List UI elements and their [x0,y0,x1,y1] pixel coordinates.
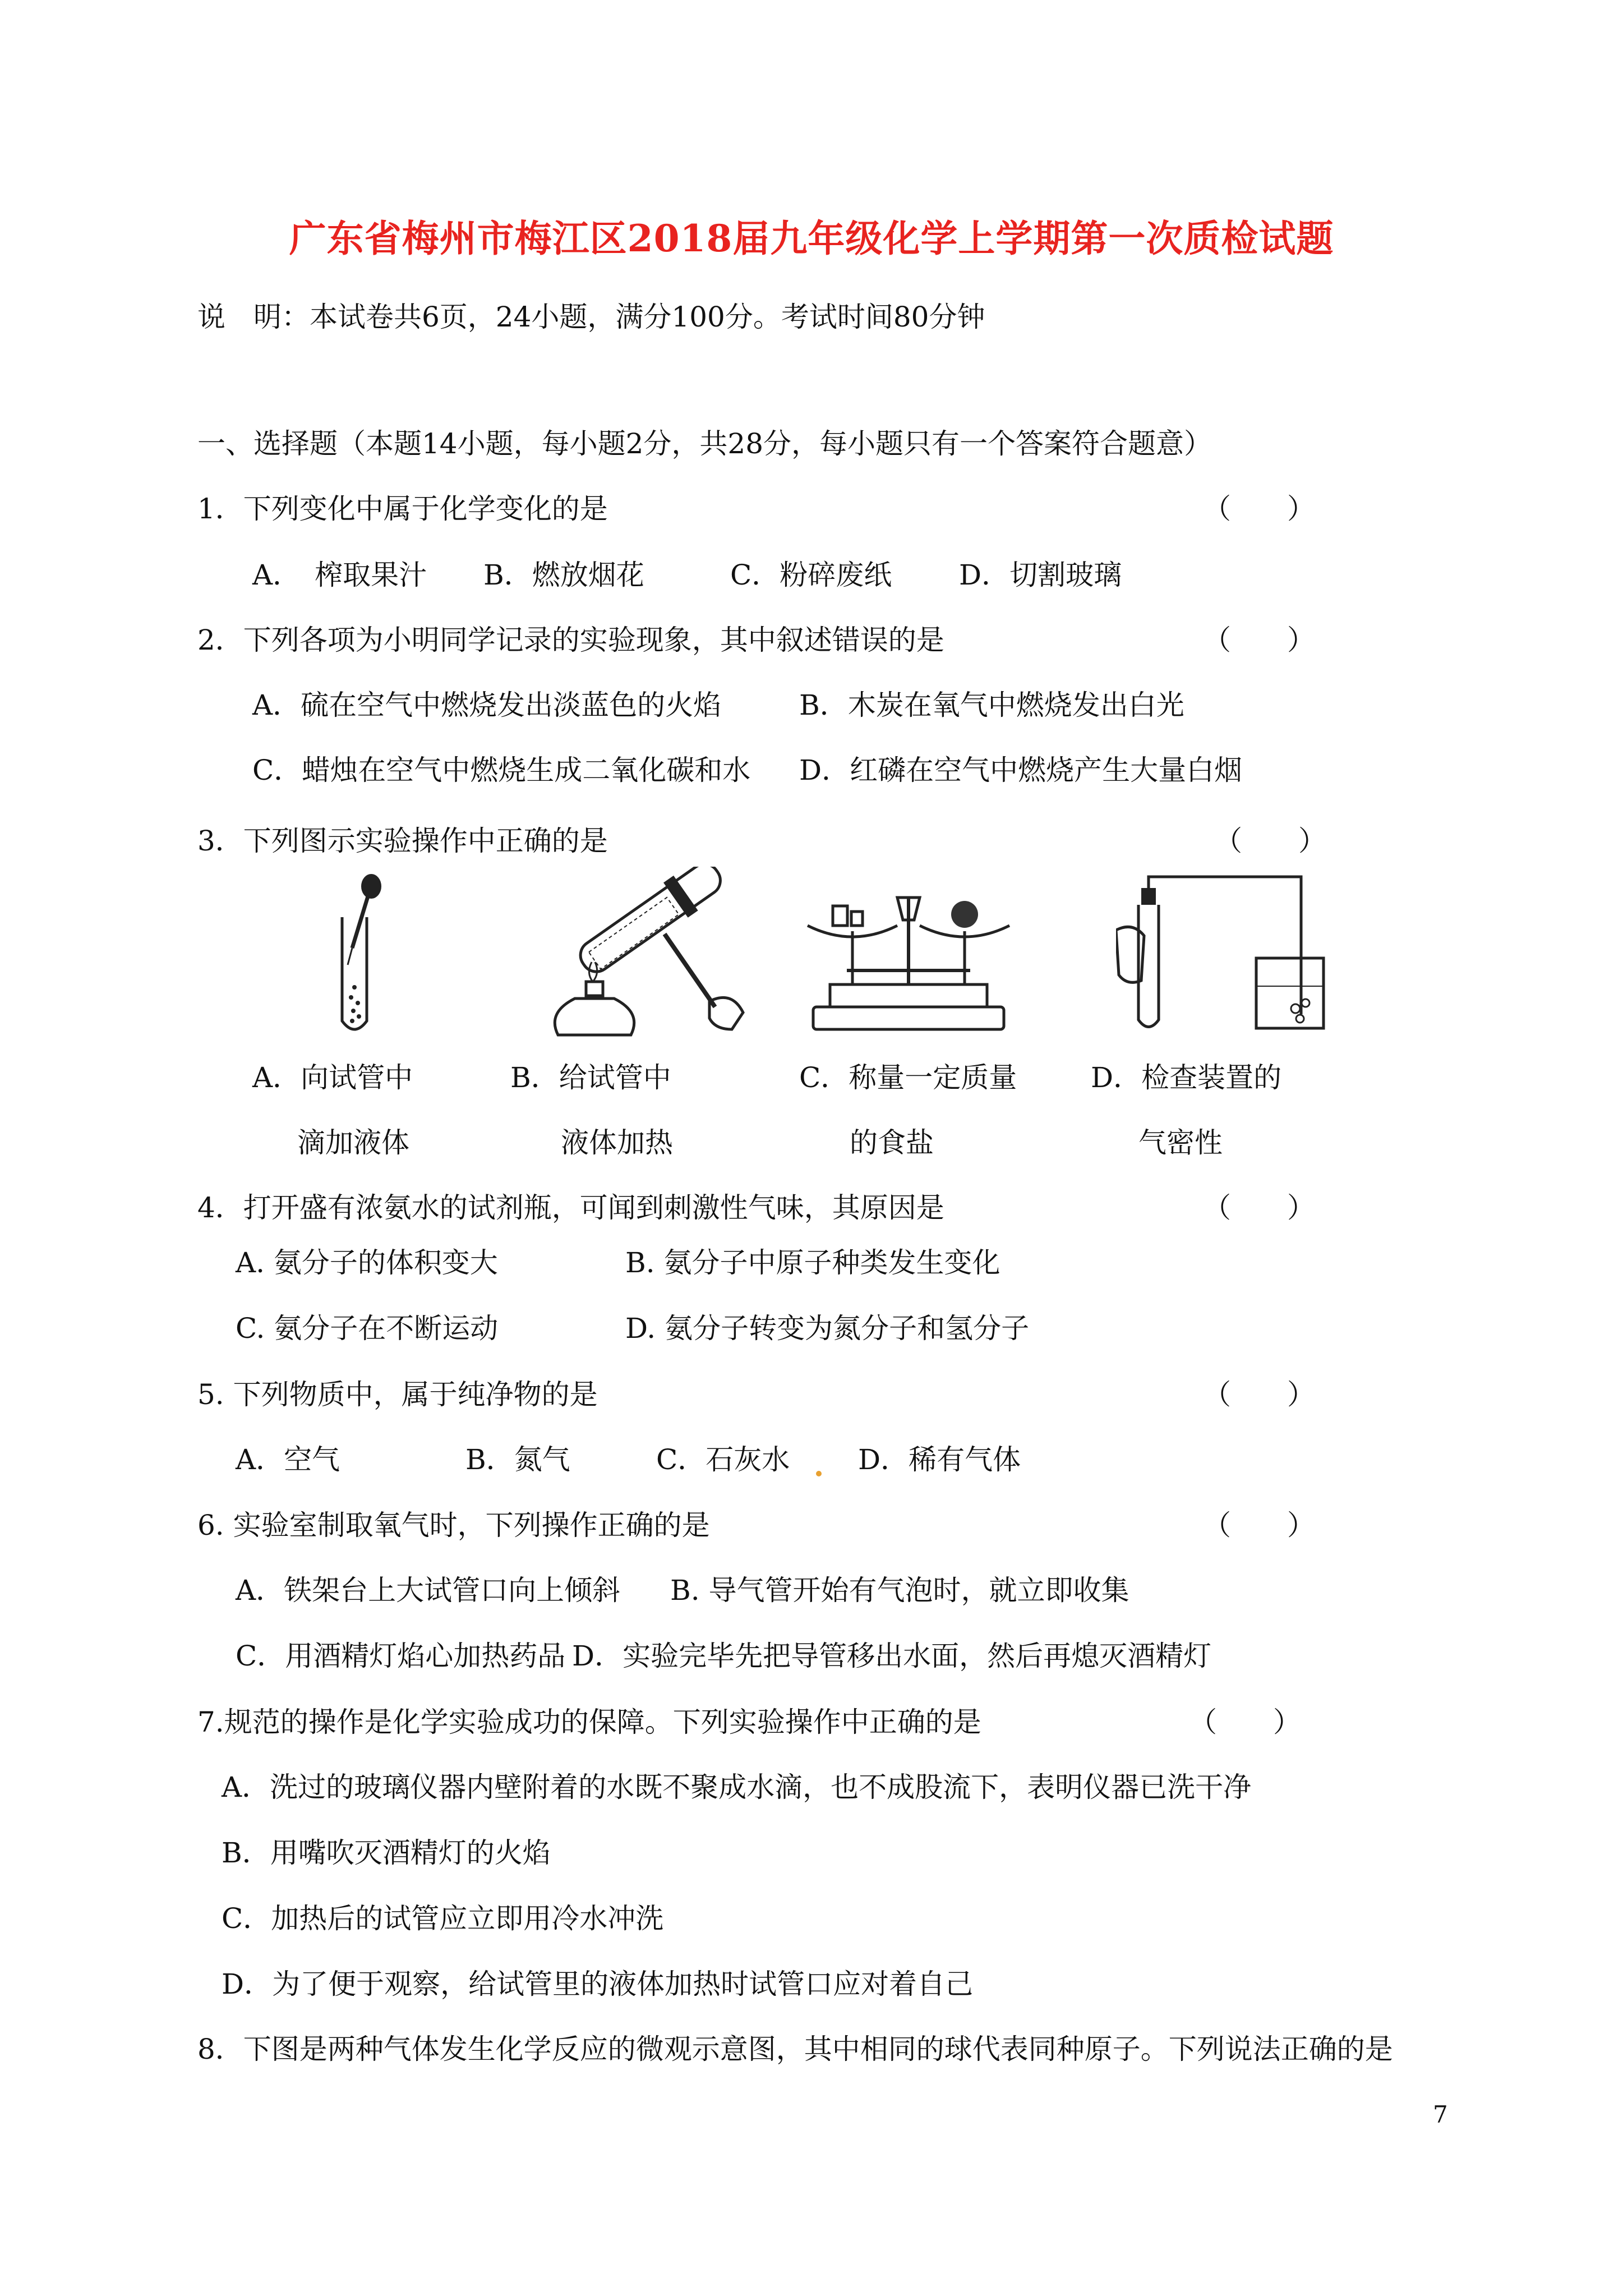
heating-test-tube-figure [547,867,754,1046]
question-5-option-c: C．石灰水 [656,1443,790,1476]
question-5-stem: 5. 下列物质中，属于纯净物的是 [197,1378,598,1411]
question-7-option-a: A．洗过的玻璃仪器内壁附着的水既不聚成水滴，也不成股流下，表明仪器已洗干净 [222,1771,1252,1803]
question-4-option-b: B. 氨分子中原子种类发生变化 [625,1246,1000,1279]
question-2-option-c: C．蜡烛在空气中燃烧生成二氧化碳和水 [252,754,751,786]
question-8-stem: 8．下图是两种气体发生化学反应的微观示意图，其中相同的球代表同种原子。下列说法正确的是 [197,2033,1393,2065]
question-3-caption-a-line1: A．向试管中 [252,1061,413,1094]
question-1-option-a: A． 榨取果汁 [252,559,427,591]
page-number: 7 [1433,2101,1448,2128]
question-4-stem: 4．打开盛有浓氨水的试剂瓶，可闻到刺激性气味，其原因是 [197,1191,944,1224]
question-1-option-d: D．切割玻璃 [959,559,1122,591]
question-2-option-d: D．红磷在空气中燃烧产生大量白烟 [799,754,1243,786]
question-4-answer-blank: （ ） [1203,1191,1315,1224]
airtightness-check-figure [1116,868,1329,1037]
question-7-answer-blank: （ ） [1189,1706,1301,1738]
question-6-option-d: D．实验完毕先把导管移出水面，然后再熄灭酒精灯 [572,1640,1212,1672]
question-3-caption-b-line1: B．给试管中 [510,1061,671,1094]
section-heading: 一、选择题（本题14小题，每小题2分，共28分，每小题只有一个答案符合题意） [197,427,1212,460]
question-3-caption-a-line2: 滴加液体 [297,1126,409,1159]
question-1-option-b: B．燃放烟花 [483,559,644,591]
question-4-option-c: C. 氨分子在不断运动 [236,1312,499,1345]
question-3-stem: 3．下列图示实验操作中正确的是 [197,825,608,857]
question-2-stem: 2．下列各项为小明同学记录的实验现象，其中叙述错误的是 [197,624,944,656]
question-7-stem: 7.规范的操作是化学实验成功的保障。下列实验操作中正确的是 [197,1706,981,1738]
question-7-option-d: D．为了便于观察，给试管里的液体加热时试管口应对着自己 [222,1968,974,2000]
question-1-option-c: C．粉碎废纸 [730,559,892,591]
question-4-option-d: D. 氨分子转变为氮分子和氢分子 [625,1312,1030,1345]
question-6-answer-blank: （ ） [1203,1509,1315,1542]
question-5-option-d: D．稀有气体 [858,1443,1021,1476]
question-3-caption-c-line2: 的食盐 [850,1126,934,1159]
stray-dot [816,1471,822,1476]
question-2-answer-blank: （ ） [1203,624,1315,656]
question-7-option-c: C．加热后的试管应立即用冷水冲洗 [222,1902,664,1935]
question-3-answer-blank: （ ） [1214,825,1326,857]
exam-title: 广东省梅州市梅江区2018届九年级化学上学期第一次质检试题 [289,217,1334,260]
question-6-stem: 6. 实验室制取氧气时，下列操作正确的是 [197,1509,710,1542]
question-1-stem: 1．下列变化中属于化学变化的是 [197,493,608,525]
question-5-answer-blank: （ ） [1203,1378,1315,1411]
question-3-caption-d-line1: D．检查装置的 [1091,1061,1282,1094]
question-5-option-b: B．氮气 [465,1443,570,1476]
question-6-option-c: C．用酒精灯焰心加热药品 [236,1640,566,1672]
question-3-caption-c-line1: C．称量一定质量 [799,1061,1017,1094]
dropper-test-tube-figure [320,869,393,1038]
question-5-option-a: A．空气 [236,1443,340,1476]
question-6-option-b: B. 导气管开始有气泡时，就立即收集 [670,1574,1129,1607]
exam-note: 说 明：本试卷共6页，24小题，满分100分。考试时间80分钟 [197,301,985,333]
balance-scale-figure [802,886,1015,1038]
question-3-caption-b-line2: 液体加热 [561,1126,673,1159]
question-4-option-a: A. 氨分子的体积变大 [236,1246,498,1279]
question-3-caption-d-line2: 气密性 [1138,1126,1223,1159]
question-1-answer-blank: （ ） [1203,493,1315,525]
question-2-option-b: B．木炭在氧气中燃烧发出白光 [799,689,1184,721]
question-2-option-a: A．硫在空气中燃烧发出淡蓝色的火焰 [252,689,722,721]
question-7-option-b: B．用嘴吹灭酒精灯的火焰 [222,1837,551,1869]
question-6-option-a: A．铁架台上大试管口向上倾斜 [236,1574,621,1607]
